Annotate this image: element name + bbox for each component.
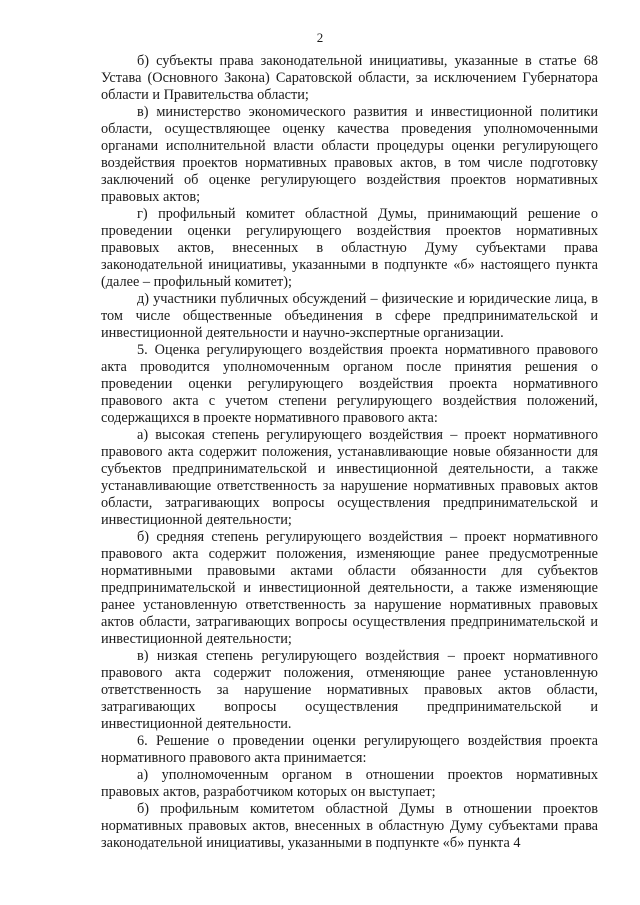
paragraph-4d: д) участники публичных обсуждений – физические и юридические лица, в том числе общественные объединения в сфере предпринимательской и инвестиционной деятельности и научно-экспертные организации.: [101, 291, 598, 341]
document-body: [101, 53, 598, 852]
paragraph-6b: б) профильным комитетом областной Думы в отношении проектов нормативных правовых актов, внесенных в областную Думу субъектами права законодательной инициативы, указанными в подпункте «б» пункта 4: [101, 801, 598, 851]
paragraph-6a: а) уполномоченным органом в отношении проектов нормативных правовых актов, разработчиком которых он выступает;: [101, 767, 598, 800]
paragraph-4v: в) министерство экономического развития и инвестиционной политики области, осуществляющее оценку качества проведения уполномоченными органами исполнительной власти области процедуры оценки регулирующего воздействия проектов нормативных правовых актов, в том числе подготовку заключений об оценке регулирующего воздействия проектов нормативных правовых актов;: [101, 104, 598, 205]
paragraph-6: 6. Решение о проведении оценки регулирующего воздействия проекта нормативного правового акта принимается:: [101, 733, 598, 766]
paragraph-5v: в) низкая степень регулирующего воздействия – проект нормативного правового акта содержит положения, отменяющие ранее установленную ответственность за нарушение нормативных правовых актов области, затрагивающих вопросы осуществления предпринимательской и инвестиционной деятельности.: [101, 648, 598, 732]
paragraph-5: 5. Оценка регулирующего воздействия проекта нормативного правового акта проводится уполномоченным органом после принятия решения о проведении оценки регулирующего воздействия проекта нормативного правового акта с учетом степени регулирующего воздействия положений, содержащихся в проекте нормативного правового акта:: [101, 342, 598, 426]
paragraph-4g: г) профильный комитет областной Думы, принимающий решение о проведении оценки регулирующего воздействия проектов нормативных правовых актов, внесенных в областную Думу субъектами права законодательной инициативы, указанными в подпункте «б» настоящего пункта (далее – профильный комитет);: [101, 206, 598, 290]
paragraph-5a: а) высокая степень регулирующего воздействия – проект нормативного правового акта содержит положения, устанавливающие новые обязанности для субъектов предпринимательской и инвестиционной деятельности, а также устанавливающие ответственность за нарушение нормативных правовых актов области, затрагивающих вопросы осуществления предпринимательской и инвестиционной деятельности;: [101, 427, 598, 528]
paragraph-4b: б) субъекты права законодательной инициативы, указанные в статье 68 Устава (Основного Закона) Саратовской области, за исключением Губернатора области и Правительства области;: [101, 53, 598, 103]
page-number: 2: [316, 30, 324, 45]
paragraph-5b: б) средняя степень регулирующего воздействия – проект нормативного правового акта содержит положения, изменяющие ранее предусмотренные нормативными правовыми актами области обязанности для субъектов предпринимательской и инвестиционной деятельности, а также изменяющие ранее установленную ответственность за нарушение нормативных правовых актов области, затрагивающих вопросы осуществления предпринимательской и инвестиционной деятельности;: [101, 529, 598, 647]
